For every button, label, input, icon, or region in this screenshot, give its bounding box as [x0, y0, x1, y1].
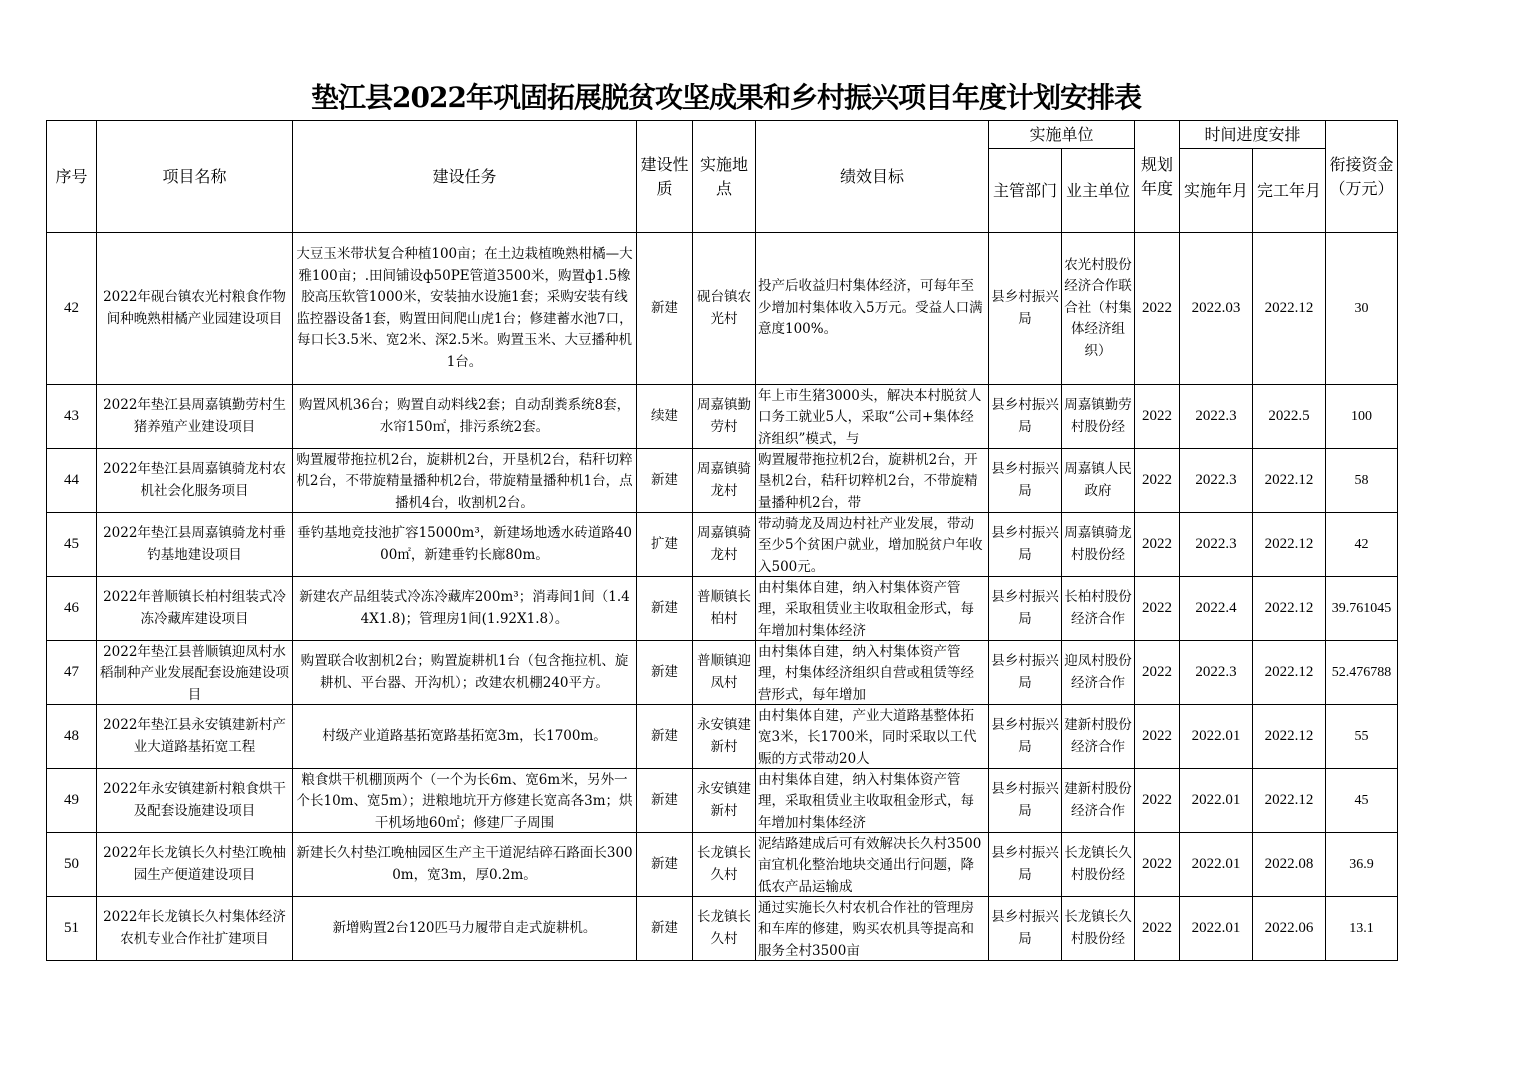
table-row: [47, 769, 1398, 833]
header-dept: 主管部门: [989, 149, 1062, 233]
cell-start: 2022.3: [1180, 513, 1253, 577]
cell-end: 2022.12: [1253, 641, 1326, 705]
cell-place: 长龙镇长久村: [693, 833, 756, 897]
cell-year: 2022: [1135, 513, 1180, 577]
cell-owner: 迎凤村股份经济合作: [1062, 641, 1135, 705]
cell-nature: 新建: [637, 449, 693, 513]
cell-fund: 36.9: [1326, 833, 1398, 897]
table-row: [47, 641, 1398, 705]
cell-name: 2022年垫江县周嘉镇勤劳村生猪养殖产业建设项目: [97, 385, 293, 449]
cell-year: 2022: [1135, 705, 1180, 769]
table-row: [47, 233, 1398, 385]
cell-seq: 49: [47, 769, 97, 833]
cell-nature: 续建: [637, 385, 693, 449]
cell-seq: 43: [47, 385, 97, 449]
header-nature: 建设性质: [637, 121, 693, 233]
cell-place: 周嘉镇勤劳村: [693, 385, 756, 449]
header-fund: 衔接资金（万元）: [1326, 121, 1398, 233]
cell-name: 2022年砚台镇农光村粮食作物间种晚熟柑橘产业园建设项目: [97, 233, 293, 385]
cell-name: 2022年永安镇建新村粮食烘干及配套设施建设项目: [97, 769, 293, 833]
cell-end: 2022.12: [1253, 233, 1326, 385]
header-time-group: 时间进度安排: [1180, 121, 1326, 149]
cell-goal: 年上市生猪3000头，解决本村脱贫人口务工就业5人，采取“公司+集体经济组织”模式，与: [756, 385, 989, 449]
cell-end: 2022.12: [1253, 769, 1326, 833]
cell-goal: 由村集体自建，纳入村集体资产管理，村集体经济组织自营或租赁等经营形式，每年增加: [756, 641, 989, 705]
cell-start: 2022.01: [1180, 833, 1253, 897]
cell-place: 普顺镇长柏村: [693, 577, 756, 641]
cell-dept: 县乡村振兴局: [989, 233, 1062, 385]
cell-end: 2022.08: [1253, 833, 1326, 897]
header-place: 实施地点: [693, 121, 756, 233]
cell-dept: 县乡村振兴局: [989, 641, 1062, 705]
cell-dept: 县乡村振兴局: [989, 897, 1062, 961]
cell-owner: 长龙镇长久村股份经: [1062, 897, 1135, 961]
cell-start: 2022.3: [1180, 641, 1253, 705]
project-plan-table: [46, 120, 1398, 961]
cell-nature: 新建: [637, 641, 693, 705]
cell-seq: 48: [47, 705, 97, 769]
cell-end: 2022.12: [1253, 705, 1326, 769]
cell-start: 2022.3: [1180, 449, 1253, 513]
cell-fund: 100: [1326, 385, 1398, 449]
cell-place: 砚台镇农光村: [693, 233, 756, 385]
cell-place: 周嘉镇骑龙村: [693, 449, 756, 513]
table-row: [47, 385, 1398, 449]
cell-name: 2022年普顺镇长柏村组装式冷冻冷藏库建设项目: [97, 577, 293, 641]
cell-task: 新增购置2台120匹马力履带自走式旋耕机。: [293, 897, 637, 961]
cell-fund: 52.476788: [1326, 641, 1398, 705]
cell-year: 2022: [1135, 897, 1180, 961]
cell-name: 2022年垫江县永安镇建新村产业大道路基拓宽工程: [97, 705, 293, 769]
cell-dept: 县乡村振兴局: [989, 577, 1062, 641]
cell-year: 2022: [1135, 833, 1180, 897]
cell-seq: 51: [47, 897, 97, 961]
table-row: [47, 513, 1398, 577]
cell-seq: 50: [47, 833, 97, 897]
table-row: [47, 577, 1398, 641]
cell-seq: 46: [47, 577, 97, 641]
cell-start: 2022.01: [1180, 769, 1253, 833]
cell-task: 大豆玉米带状复合种植100亩；在土边栽植晚熟柑橘—大雅100亩；.田间铺设ф50PE管道3500米，购置ф1.5橡胶高压软管1000米，安装抽水设施1套；采购安装有线监控器设备1套，购置田间爬山虎1台；修建蓄水池7口，每口长3.5米、宽2米、深2.5米。购置玉米、大豆播种机1台。: [293, 233, 637, 385]
header-seq: 序号: [47, 121, 97, 233]
cell-name: 2022年垫江县周嘉镇骑龙村垂钓基地建设项目: [97, 513, 293, 577]
cell-fund: 58: [1326, 449, 1398, 513]
cell-fund: 55: [1326, 705, 1398, 769]
cell-year: 2022: [1135, 641, 1180, 705]
cell-nature: 新建: [637, 769, 693, 833]
cell-fund: 45: [1326, 769, 1398, 833]
cell-place: 永安镇建新村: [693, 705, 756, 769]
cell-nature: 新建: [637, 705, 693, 769]
cell-task: 新建农产品组装式冷冻冷藏库200m³；消毒间1间（1.44X1.8)；管理房1间(1.92X1.8）。: [293, 577, 637, 641]
cell-goal: 泥结路建成后可有效解决长久村3500亩宜机化整治地块交通出行问题，降低农产品运输成: [756, 833, 989, 897]
cell-owner: 周嘉镇骑龙村股份经: [1062, 513, 1135, 577]
cell-nature: 新建: [637, 577, 693, 641]
cell-year: 2022: [1135, 769, 1180, 833]
cell-task: 新建长久村垫江晚柚园区生产主干道泥结碎石路面长3000m，宽3m，厚0.2m。: [293, 833, 637, 897]
cell-nature: 新建: [637, 897, 693, 961]
cell-nature: 新建: [637, 833, 693, 897]
cell-owner: 建新村股份经济合作: [1062, 705, 1135, 769]
cell-owner: 建新村股份经济合作: [1062, 769, 1135, 833]
cell-year: 2022: [1135, 233, 1180, 385]
cell-fund: 30: [1326, 233, 1398, 385]
cell-name: 2022年垫江县周嘉镇骑龙村农机社会化服务项目: [97, 449, 293, 513]
cell-year: 2022: [1135, 385, 1180, 449]
cell-nature: 扩建: [637, 513, 693, 577]
cell-fund: 39.761045: [1326, 577, 1398, 641]
cell-place: 周嘉镇骑龙村: [693, 513, 756, 577]
cell-goal: 由村集体自建，产业大道路基整体拓宽3米，长1700米，同时采取以工代赈的方式带动20人: [756, 705, 989, 769]
cell-owner: 农光村股份经济合作联合社（村集体经济组织）: [1062, 233, 1135, 385]
cell-dept: 县乡村振兴局: [989, 513, 1062, 577]
cell-name: 2022年长龙镇长久村垫江晚柚园生产便道建设项目: [97, 833, 293, 897]
cell-goal: 由村集体自建，纳入村集体资产管理，采取租赁业主收取租金形式，每年增加村集体经济: [756, 769, 989, 833]
cell-end: 2022.12: [1253, 513, 1326, 577]
page-title: 垫江县2022年巩固拓展脱贫攻坚成果和乡村振兴项目年度计划安排表: [311, 81, 1141, 114]
cell-task: 村级产业道路基拓宽路基拓宽3m，长1700m。: [293, 705, 637, 769]
header-task: 建设任务: [293, 121, 637, 233]
cell-goal: 购置履带拖拉机2台，旋耕机2台，开垦机2台，秸秆切粹机2台，不带旋精量播种机2台，带: [756, 449, 989, 513]
header-end: 完工年月: [1253, 149, 1326, 233]
table-row: [47, 705, 1398, 769]
cell-task: 粮食烘干机棚顶两个（一个为长6m、宽6m米，另外一个长10m、宽5m）；进粮地坑开方修建长宽高各3m；烘干机场地60㎡；修建厂子周围: [293, 769, 637, 833]
cell-goal: 由村集体自建，纳入村集体资产管理，采取租赁业主收取租金形式，每年增加村集体经济: [756, 577, 989, 641]
cell-owner: 长龙镇长久村股份经: [1062, 833, 1135, 897]
cell-seq: 47: [47, 641, 97, 705]
cell-start: 2022.03: [1180, 233, 1253, 385]
cell-nature: 新建: [637, 233, 693, 385]
cell-dept: 县乡村振兴局: [989, 833, 1062, 897]
header-owner: 业主单位: [1062, 149, 1135, 233]
cell-end: 2022.12: [1253, 577, 1326, 641]
cell-start: 2022.3: [1180, 385, 1253, 449]
cell-task: 购置联合收割机2台；购置旋耕机1台（包含拖拉机、旋耕机、平台器、开沟机）；改建农机棚240平方。: [293, 641, 637, 705]
cell-name: 2022年长龙镇长久村集体经济农机专业合作社扩建项目: [97, 897, 293, 961]
cell-year: 2022: [1135, 449, 1180, 513]
header-year: 规划年度: [1135, 121, 1180, 233]
table-row: [47, 833, 1398, 897]
cell-start: 2022.01: [1180, 897, 1253, 961]
cell-seq: 42: [47, 233, 97, 385]
cell-name: 2022年垫江县普顺镇迎凤村水稻制种产业发展配套设施建设项目: [97, 641, 293, 705]
header-unit-group: 实施单位: [989, 121, 1135, 149]
cell-task: 购置风机36台；购置自动料线2套；自动刮粪系统8套，水帘150㎡，排污系统2套。: [293, 385, 637, 449]
cell-task: 购置履带拖拉机2台，旋耕机2台，开垦机2台，秸秆切粹机2台，不带旋精量播种机2台，带旋精量播种机1台，点播机4台，收割机2台。: [293, 449, 637, 513]
cell-goal: 投产后收益归村集体经济，可每年至少增加村集体收入5万元。受益人口满意度100%。: [756, 233, 989, 385]
header-start: 实施年月: [1180, 149, 1253, 233]
cell-dept: 县乡村振兴局: [989, 769, 1062, 833]
cell-place: 永安镇建新村: [693, 769, 756, 833]
table-row: [47, 449, 1398, 513]
cell-end: 2022.12: [1253, 449, 1326, 513]
cell-owner: 周嘉镇勤劳村股份经: [1062, 385, 1135, 449]
cell-dept: 县乡村振兴局: [989, 705, 1062, 769]
cell-start: 2022.4: [1180, 577, 1253, 641]
header-goal: 绩效目标: [756, 121, 989, 233]
cell-year: 2022: [1135, 577, 1180, 641]
cell-seq: 44: [47, 449, 97, 513]
cell-place: 普顺镇迎凤村: [693, 641, 756, 705]
cell-dept: 县乡村振兴局: [989, 449, 1062, 513]
cell-goal: 通过实施长久村农机合作社的管理房和车库的修建，购买农机具等提高和服务全村3500亩: [756, 897, 989, 961]
cell-owner: 长柏村股份经济合作: [1062, 577, 1135, 641]
header-name: 项目名称: [97, 121, 293, 233]
cell-fund: 13.1: [1326, 897, 1398, 961]
cell-goal: 带动骑龙及周边村社产业发展，带动至少5个贫困户就业，增加脱贫户年收入500元。: [756, 513, 989, 577]
cell-end: 2022.5: [1253, 385, 1326, 449]
cell-task: 垂钓基地竞技池扩容15000m³，新建场地透水砖道路4000㎡，新建垂钓长廊80m。: [293, 513, 637, 577]
cell-end: 2022.06: [1253, 897, 1326, 961]
cell-fund: 42: [1326, 513, 1398, 577]
table-row: [47, 897, 1398, 961]
cell-seq: 45: [47, 513, 97, 577]
cell-dept: 县乡村振兴局: [989, 385, 1062, 449]
cell-place: 长龙镇长久村: [693, 897, 756, 961]
cell-owner: 周嘉镇人民政府: [1062, 449, 1135, 513]
cell-start: 2022.01: [1180, 705, 1253, 769]
